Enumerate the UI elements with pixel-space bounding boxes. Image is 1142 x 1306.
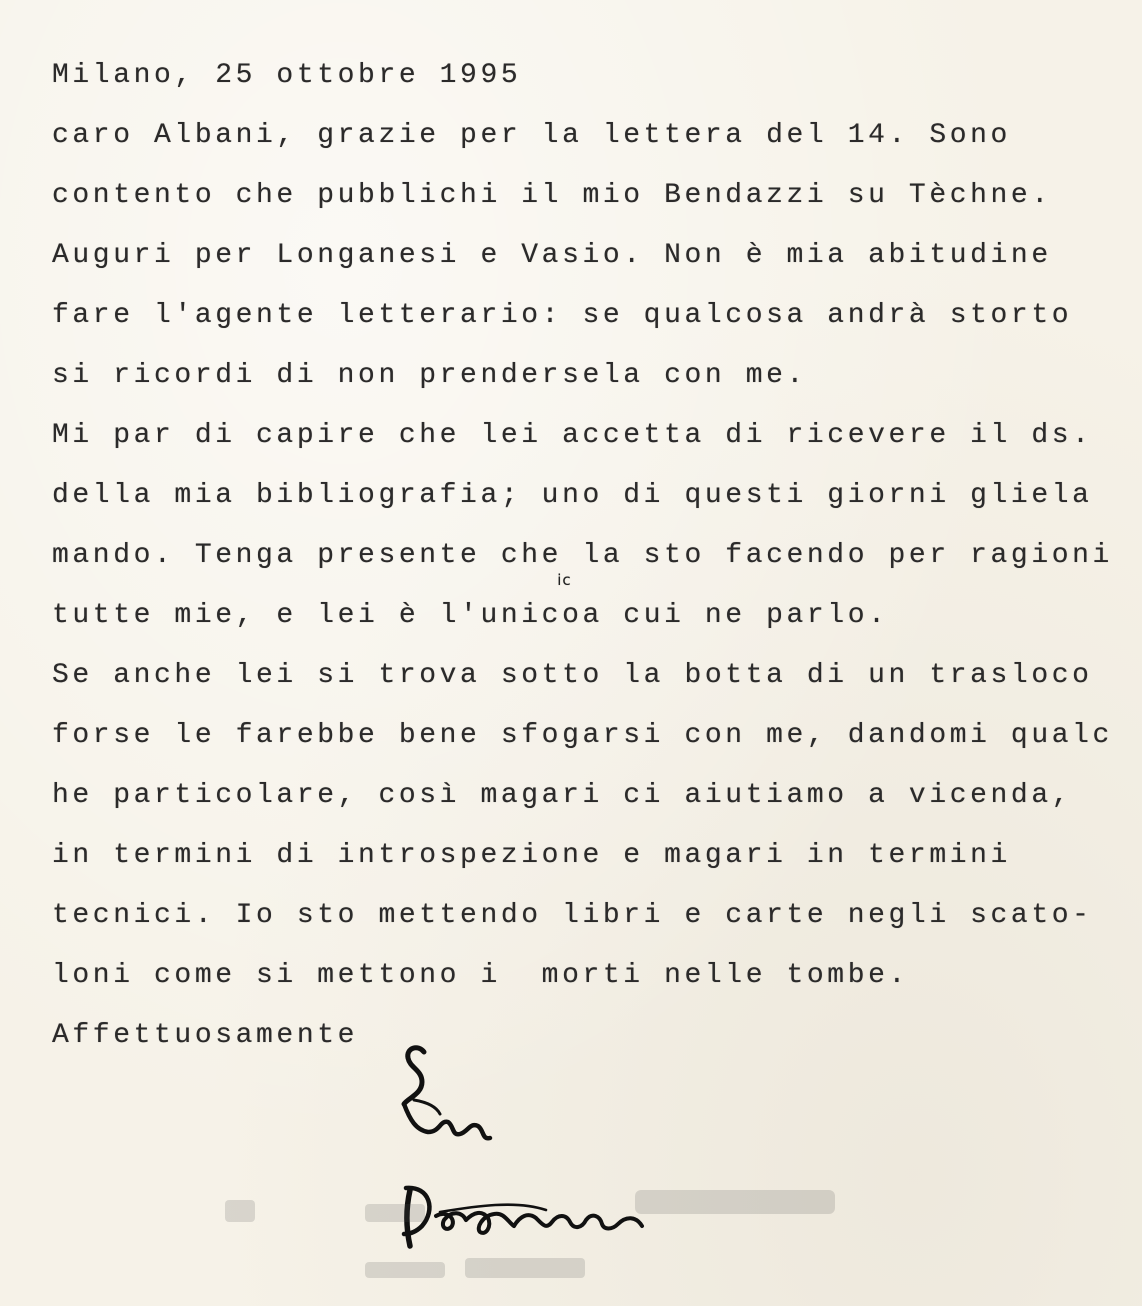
letter-line-3: Auguri per Longanesi e Vasio. Non è mia abitudine [52, 240, 1052, 271]
typed-letter [52, 46, 1132, 1066]
correction-after: a cui ne parlo. [582, 600, 889, 631]
correction-typed: ico [521, 600, 583, 631]
letter-line-6: Mi par di capire che lei accetta di ricevere il ds. [52, 420, 1093, 451]
handwritten-correction [521, 571, 583, 646]
letter-line-4: fare l'agente letterario: se qualcosa andrà storto [52, 300, 1073, 331]
faint-bleed-through-marks [215, 1180, 915, 1300]
correction-before: tutte mie, e lei è l'un [52, 600, 522, 631]
letter-line-2: contento che pubblichi il mio Bendazzi su Tèchne. [52, 180, 1052, 211]
letter-line-11: forse le farebbe bene sfogarsi con me, dandomi qualc [52, 720, 1113, 751]
letter-line-5: si ricordi di non prendersela con me. [52, 360, 807, 391]
letter-line-10: Se anche lei si trova sotto la botta di un trasloco [52, 660, 1093, 691]
letter-line-9-corrected [52, 571, 1132, 646]
letter-line-1: caro Albani, grazie per la lettera del 14. Sono [52, 120, 1011, 151]
letter-line-13: in termini di introspezione e magari in termini [52, 840, 1011, 871]
letter-closing: Affettuosamente [52, 1020, 359, 1051]
letter-line-7: della mia bibliografia; uno di questi giorni gliela [52, 480, 1093, 511]
letter-line-14: tecnici. Io sto mettendo libri e carte negli scato- [52, 900, 1093, 931]
letter-line-8: mando. Tenga presente che la sto facendo per ragioni [52, 540, 1113, 571]
correction-inserted: ic [557, 571, 572, 589]
letter-line-12: he particolare, così magari ci aiutiamo a vicenda, [52, 780, 1073, 811]
letter-date-line: Milano, 25 ottobre 1995 [52, 60, 522, 91]
letter-line-15: loni come si mettono i morti nelle tombe. [52, 960, 909, 991]
